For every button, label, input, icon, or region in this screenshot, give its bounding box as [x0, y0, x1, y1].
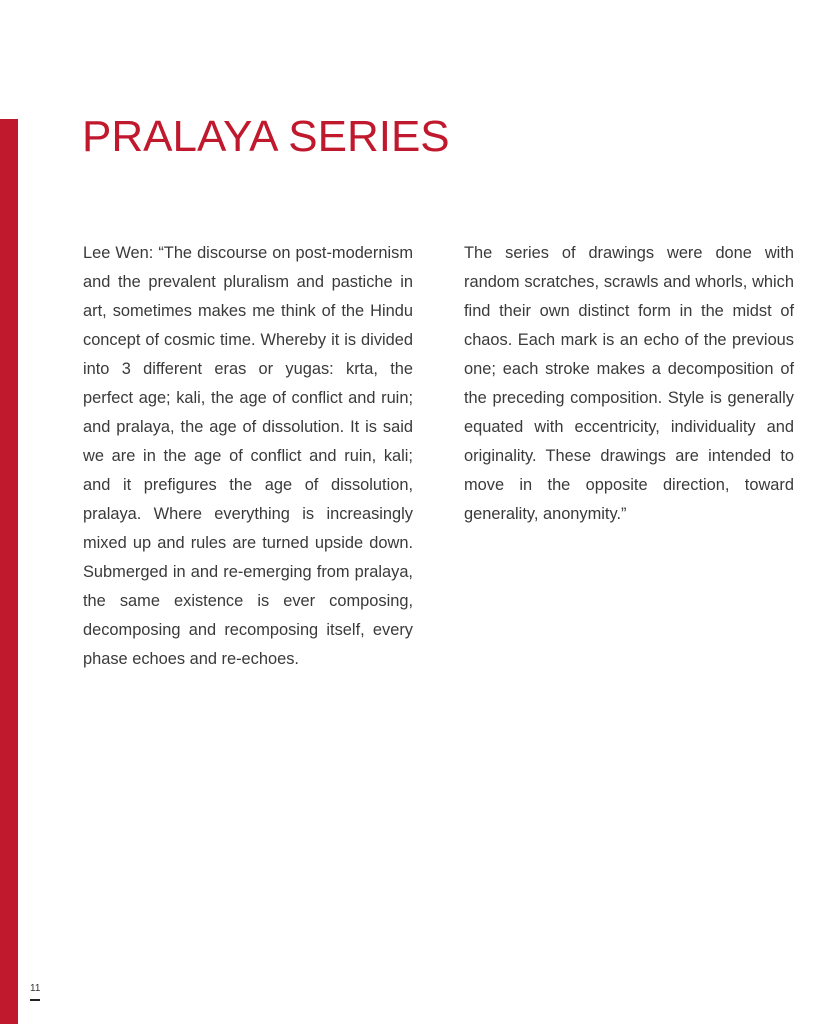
page-number: 11 — [30, 983, 41, 994]
page-title: PRALAYA SERIES — [82, 112, 450, 161]
red-accent-bar — [0, 119, 18, 1024]
body-text-left-column: Lee Wen: “The discourse on post-modernism and the prevalent pluralism and pastiche in art, sometimes makes me think of the Hindu concept of cosmic time. Whereby it is divided into 3 different eras or yugas: krta, the perfect age; kali, the age of conflict and ruin; and pralaya, the age of dissolution. It is said we are in the age of conflict and ruin, kali; and it prefigures the age of dissolution, pralaya. Where everything is increasingly mixed up and rules are turned upside down. Submerged in and re-emerging from pralaya, the same existence is ever composing, decomposing and recomposing itself, every phase echoes and re-echoes. — [83, 244, 413, 668]
page-number-dash — [30, 999, 40, 1001]
body-text-right-column: The series of drawings were done with random scratches, scrawls and whorls, which find their own distinct form in the midst of chaos. Each mark is an echo of the previous one; each stroke makes a decomposition of the preceding composition. Style is generally equated with eccentricity, individuality and originality. These drawings are intended to move in the opposite direction, toward generality, anonymity.” — [464, 244, 794, 523]
